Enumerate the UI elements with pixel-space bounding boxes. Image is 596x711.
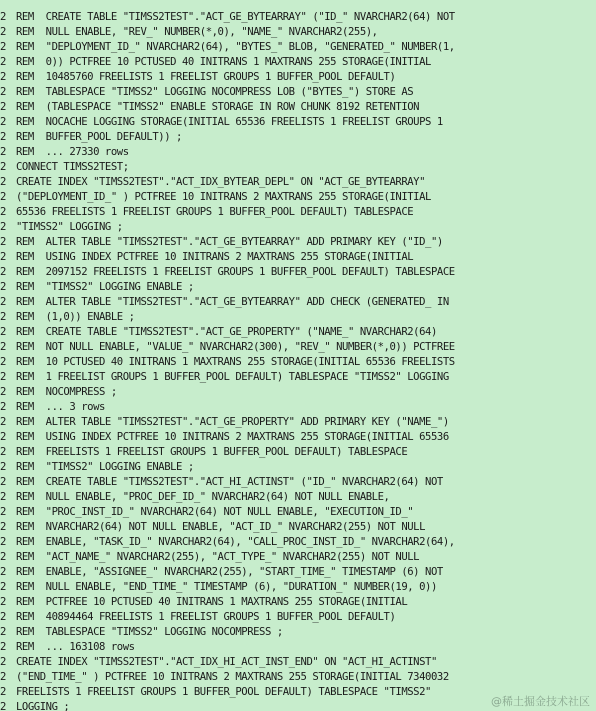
code-text: CREATE INDEX "TIMSS2TEST"."ACT_IDX_BYTEAR_DEPL" ON "ACT_GE_BYTEARRAY" [16,176,426,188]
line-gutter-mark: 2 [0,86,6,98]
code-line [0,55,431,70]
code-text: FREELISTS 1 FREELIST GROUPS 1 BUFFER_POOL DEFAULT) TABLESPACE "TIMSS2" [16,686,431,698]
line-gutter-mark: 2 [0,506,6,518]
code-line [0,205,413,220]
code-text: REM TABLESPACE "TIMSS2" LOGGING NOCOMPRESS ; [16,626,283,638]
code-text: REM USING INDEX PCTFREE 10 INITRANS 2 MAXTRANS 255 STORAGE(INITIAL 65536 [16,431,449,443]
code-line [0,610,395,625]
line-gutter-mark: 2 [0,326,6,338]
code-line [0,445,407,460]
code-line [0,265,455,280]
line-gutter-mark: 2 [0,521,6,533]
code-text: REM CREATE TABLE "TIMSS2TEST"."ACT_HI_ACTINST" ("ID_" NVARCHAR2(64) NOT [16,476,443,488]
code-text: REM FREELISTS 1 FREELIST GROUPS 1 BUFFER_POOL DEFAULT) TABLESPACE [16,446,408,458]
line-gutter-mark: 2 [0,41,6,53]
line-gutter-mark: 2 [0,101,6,113]
code-line [0,400,105,415]
code-line [0,85,413,100]
code-text: REM ENABLE, "TASK_ID_" NVARCHAR2(64), "CALL_PROC_INST_ID_" NVARCHAR2(64), [16,536,455,548]
line-gutter-mark: 2 [0,701,6,711]
line-gutter-mark: 2 [0,131,6,143]
code-line [0,355,455,370]
line-gutter-mark: 2 [0,596,6,608]
code-text: REM ALTER TABLE "TIMSS2TEST"."ACT_GE_BYTEARRAY" ADD PRIMARY KEY ("ID_") [16,236,443,248]
code-text: REM NULL ENABLE, "PROC_DEF_ID_" NVARCHAR2(64) NOT NULL ENABLE, [16,491,390,503]
code-line [0,565,443,580]
line-gutter-mark: 2 [0,416,6,428]
line-gutter-mark: 2 [0,356,6,368]
code-text: REM NULL ENABLE, "REV_" NUMBER(*,0), "NAME_" NVARCHAR2(255), [16,26,378,38]
code-text: REM 10485760 FREELISTS 1 FREELIST GROUPS 1 BUFFER_POOL DEFAULT) [16,71,396,83]
line-gutter-mark: 2 [0,311,6,323]
code-line [0,190,431,205]
line-gutter-mark: 2 [0,71,6,83]
code-line [0,40,455,55]
code-text: 65536 FREELISTS 1 FREELIST GROUPS 1 BUFFER_POOL DEFAULT) TABLESPACE [16,206,414,218]
code-text: REM ALTER TABLE "TIMSS2TEST"."ACT_GE_BYTEARRAY" ADD CHECK (GENERATED_ IN [16,296,449,308]
code-text: REM (TABLESPACE "TIMSS2" ENABLE STORAGE IN ROW CHUNK 8192 RETENTION [16,101,420,113]
watermark: @稀土掘金技术社区 [491,695,590,708]
code-line [0,310,135,325]
code-text: REM ... 163108 rows [16,641,135,653]
code-text: REM 0)) PCTFREE 10 PCTUSED 40 INITRANS 1 MAXTRANS 255 STORAGE(INITIAL [16,56,431,68]
code-line [0,700,69,711]
line-gutter-mark: 2 [0,176,6,188]
code-line [0,430,449,445]
code-line [0,340,455,355]
code-text: REM NOCOMPRESS ; [16,386,117,398]
code-text: REM 2097152 FREELISTS 1 FREELIST GROUPS 1 BUFFER_POOL DEFAULT) TABLESPACE [16,266,455,278]
code-text: REM 10 PCTUSED 40 INITRANS 1 MAXTRANS 255 STORAGE(INITIAL 65536 FREELISTS [16,356,455,368]
line-gutter-mark: 2 [0,476,6,488]
code-line [0,220,123,235]
line-gutter-mark: 2 [0,371,6,383]
code-text: REM "DEPLOYMENT_ID_" NVARCHAR2(64), "BYTES_" BLOB, "GENERATED_" NUMBER(1, [16,41,455,53]
line-gutter-mark: 2 [0,206,6,218]
code-line [0,145,129,160]
code-text: REM BUFFER_POOL DEFAULT)) ; [16,131,182,143]
code-line [0,100,419,115]
line-gutter-mark: 2 [0,551,6,563]
code-line [0,655,437,670]
code-line [0,130,182,145]
line-gutter-mark: 2 [0,581,6,593]
code-text: REM ALTER TABLE "TIMSS2TEST"."ACT_GE_PROPERTY" ADD PRIMARY KEY ("NAME_") [16,416,449,428]
line-gutter-mark: 2 [0,656,6,668]
line-gutter-mark: 2 [0,671,6,683]
code-text: REM NOT NULL ENABLE, "VALUE_" NVARCHAR2(300), "REV_" NUMBER(*,0)) PCTFREE [16,341,455,353]
line-gutter-mark: 2 [0,26,6,38]
code-line [0,520,425,535]
code-line [0,415,449,430]
line-gutter-mark: 2 [0,566,6,578]
line-gutter-mark: 2 [0,611,6,623]
code-text: REM "PROC_INST_ID_" NVARCHAR2(64) NOT NULL ENABLE, "EXECUTION_ID_" [16,506,414,518]
code-text: REM ... 27330 rows [16,146,129,158]
code-text: REM USING INDEX PCTFREE 10 INITRANS 2 MAXTRANS 255 STORAGE(INITIAL [16,251,414,263]
code-line [0,25,378,40]
line-gutter-mark: 2 [0,491,6,503]
code-text: REM 1 FREELIST GROUPS 1 BUFFER_POOL DEFAULT) TABLESPACE "TIMSS2" LOGGING [16,371,449,383]
code-text: CONNECT TIMSS2TEST; [16,161,129,173]
code-text: REM NVARCHAR2(64) NOT NULL ENABLE, "ACT_ID_" NVARCHAR2(255) NOT NULL [16,521,426,533]
code-line [0,175,425,190]
code-line [0,325,437,340]
line-gutter-mark: 2 [0,221,6,233]
line-gutter-mark: 2 [0,236,6,248]
code-text: REM CREATE TABLE "TIMSS2TEST"."ACT_GE_BYTEARRAY" ("ID_" NVARCHAR2(64) NOT [16,11,455,23]
code-text: REM 40894464 FREELISTS 1 FREELIST GROUPS 1 BUFFER_POOL DEFAULT) [16,611,396,623]
code-line [0,280,194,295]
code-line [0,10,455,25]
line-gutter-mark: 2 [0,446,6,458]
line-gutter-mark: 2 [0,386,6,398]
code-line [0,535,455,550]
code-text: REM NULL ENABLE, "END_TIME_" TIMESTAMP (6), "DURATION_" NUMBER(19, 0)) [16,581,437,593]
line-gutter-mark: 2 [0,536,6,548]
code-text: REM (1,0)) ENABLE ; [16,311,135,323]
code-line [0,670,449,685]
line-gutter-mark: 2 [0,116,6,128]
line-gutter-mark: 2 [0,401,6,413]
line-gutter-mark: 2 [0,686,6,698]
code-text: REM ENABLE, "ASSIGNEE_" NVARCHAR2(255), "START_TIME_" TIMESTAMP (6) NOT [16,566,443,578]
code-line [0,550,419,565]
code-line [0,70,395,85]
code-line [0,580,437,595]
code-text: REM NOCACHE LOGGING STORAGE(INITIAL 65536 FREELISTS 1 FREELIST GROUPS 1 [16,116,443,128]
line-gutter-mark: 2 [0,56,6,68]
code-line [0,460,194,475]
line-gutter-mark: 2 [0,461,6,473]
code-line [0,625,283,640]
line-gutter-mark: 2 [0,161,6,173]
line-gutter-mark: 2 [0,266,6,278]
line-gutter-mark: 2 [0,281,6,293]
code-line [0,685,431,700]
code-line [0,115,443,130]
code-text: REM CREATE TABLE "TIMSS2TEST"."ACT_GE_PROPERTY" ("NAME_" NVARCHAR2(64) [16,326,437,338]
code-text: REM "ACT_NAME_" NVARCHAR2(255), "ACT_TYPE_" NVARCHAR2(255) NOT NULL [16,551,420,563]
line-gutter-mark: 2 [0,191,6,203]
line-gutter-mark: 2 [0,431,6,443]
line-gutter-mark: 2 [0,296,6,308]
code-text: REM ... 3 rows [16,401,105,413]
line-gutter-mark: 2 [0,251,6,263]
code-text: REM PCTFREE 10 PCTUSED 40 INITRANS 1 MAXTRANS 255 STORAGE(INITIAL [16,596,408,608]
code-line [0,640,135,655]
code-line [0,505,413,520]
code-line [0,370,449,385]
code-text: ("DEPLOYMENT_ID_" ) PCTFREE 10 INITRANS 2 MAXTRANS 255 STORAGE(INITIAL [16,191,431,203]
code-line [0,595,407,610]
code-line [0,475,443,490]
code-line [0,235,443,250]
code-text: REM TABLESPACE "TIMSS2" LOGGING NOCOMPRESS LOB ("BYTES_") STORE AS [16,86,414,98]
code-line [0,385,117,400]
line-gutter-mark: 2 [0,626,6,638]
line-gutter-mark: 2 [0,341,6,353]
code-text: REM "TIMSS2" LOGGING ENABLE ; [16,461,194,473]
line-gutter-mark: 2 [0,11,6,23]
line-gutter-mark: 2 [0,641,6,653]
code-line [0,160,129,175]
line-gutter-mark: 2 [0,146,6,158]
code-text: REM "TIMSS2" LOGGING ENABLE ; [16,281,194,293]
code-line [0,295,449,310]
code-line [0,490,389,505]
code-text: LOGGING ; [16,701,70,711]
code-text: ("END_TIME_" ) PCTFREE 10 INITRANS 2 MAXTRANS 255 STORAGE(INITIAL 7340032 [16,671,449,683]
code-line [0,250,413,265]
code-text: CREATE INDEX "TIMSS2TEST"."ACT_IDX_HI_ACT_INST_END" ON "ACT_HI_ACTINST" [16,656,437,668]
code-text: "TIMSS2" LOGGING ; [16,221,123,233]
